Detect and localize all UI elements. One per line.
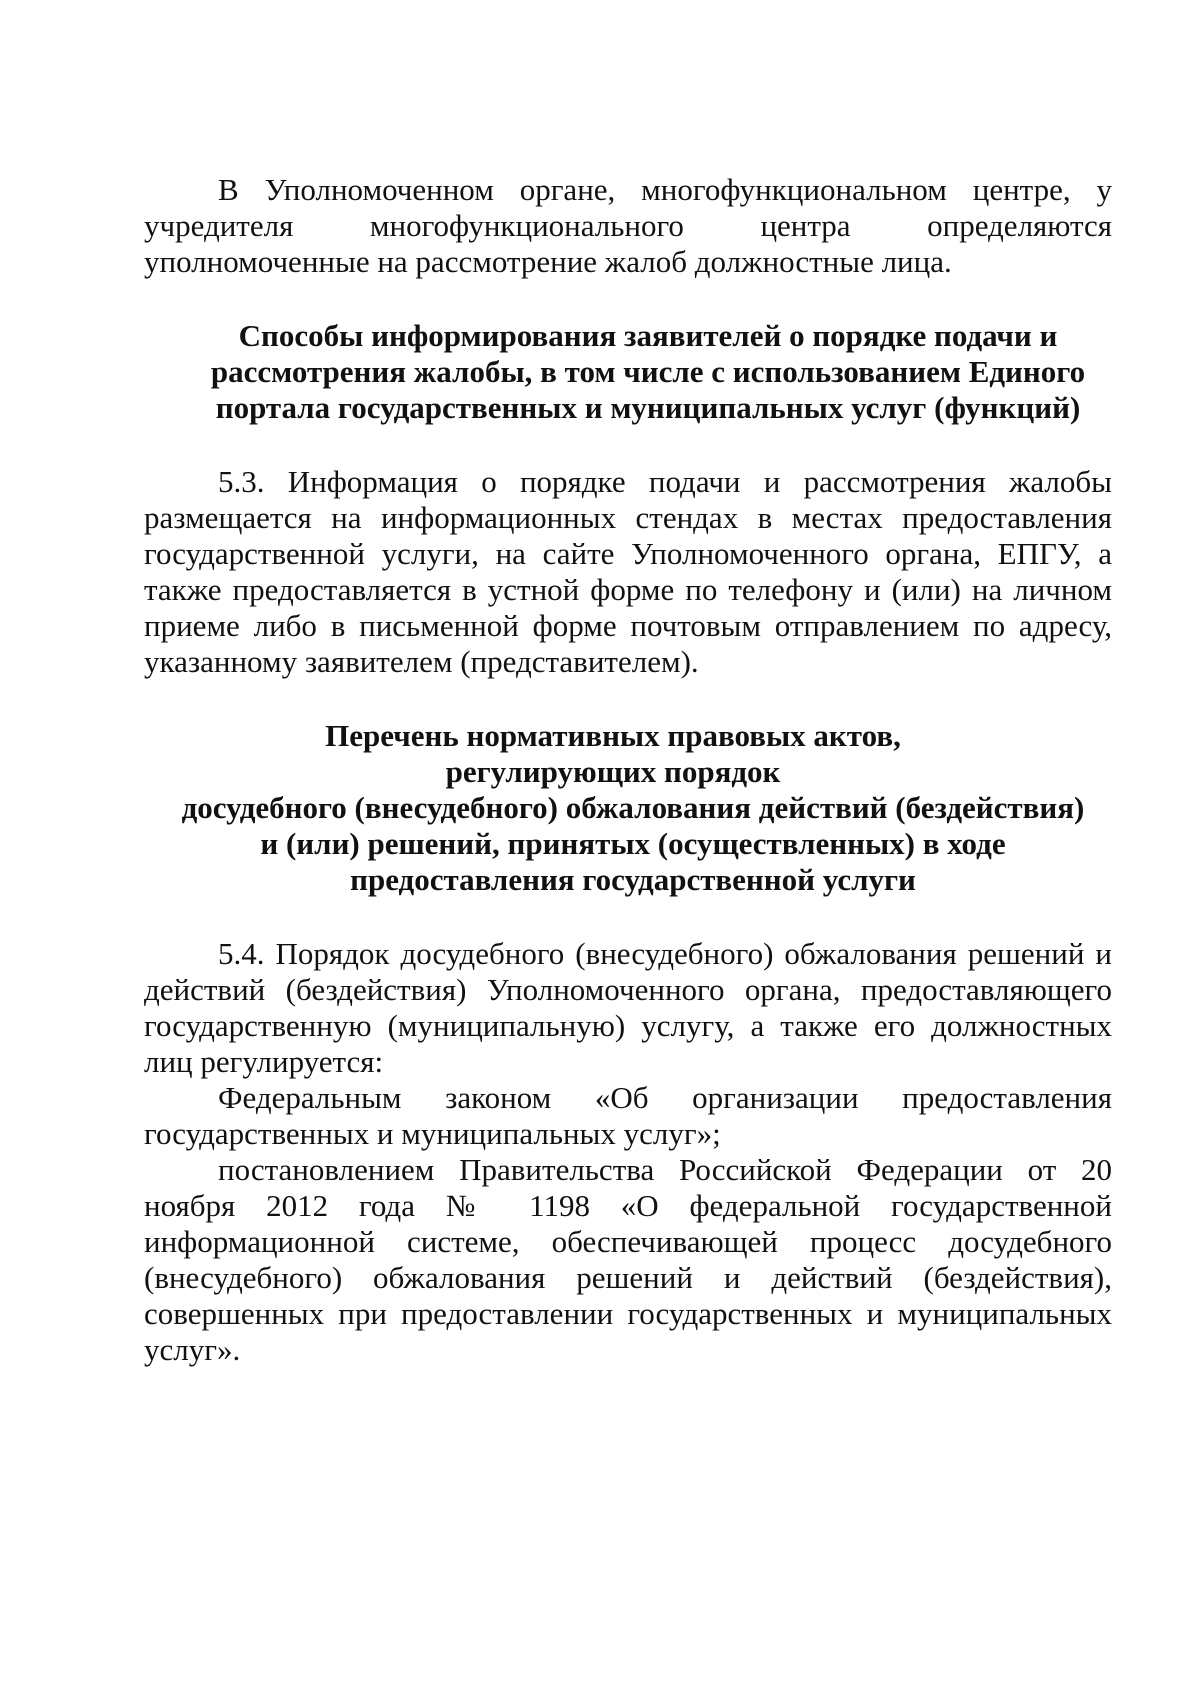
section-heading-normative-acts [144,718,1112,898]
document-page [144,172,1112,1368]
paragraph-5-4: 5.4. Порядок досудебного (внесудебного) обжалования решений и действий (бездействия) Уполномоченного органа, предоставляющего государственную (муниципальную) услугу, а также его должностных лиц регулируется: [144,936,1112,1079]
paragraph-5-3: 5.3. Информация о порядке подачи и рассмотрения жалобы размещается на информационных стендах в местах предоставления государственной услуги, на сайте Уполномоченного органа, ЕПГУ, а также предоставляется в устной форме по телефону и (или) на личном приеме либо в письменной форме почтовым отправлением по адресу, указанному заявителем (представителем). [144,464,1112,679]
heading-line-1: Перечень нормативных правовых актов, регулирующих порядок [325,718,901,789]
section-heading-informing-methods: Способы информирования заявителей о порядке подачи и рассмотрения жалобы, в том числе с использованием Единого портала государственных и муниципальных услуг (функций) [210,318,1086,425]
heading-line-2: досудебного (внесудебного) обжалования действий (бездействия) и (или) решений, принятых (осуществленных) в ходе предоставления государственной услуги [181,790,1085,897]
paragraph-federal-law: Федеральным законом «Об организации предоставления государственных и муниципальных услуг»; [144,1080,1112,1151]
paragraph-responsible-officials: В Уполномоченном органе, многофункциональном центре, у учредителя многофункционального центра определяются уполномоченные на рассмотрение жалоб должностные лица. [144,172,1112,279]
paragraph-government-resolution: постановлением Правительства Российской Федерации от 20 ноября 2012 года № 1198 «О федеральной государственной информационной системе, обеспечивающей процесс досудебного (внесудебного) обжалования решений и действий (бездействия), совершенных при предоставлении государственных и муниципальных услуг». [144,1152,1112,1367]
